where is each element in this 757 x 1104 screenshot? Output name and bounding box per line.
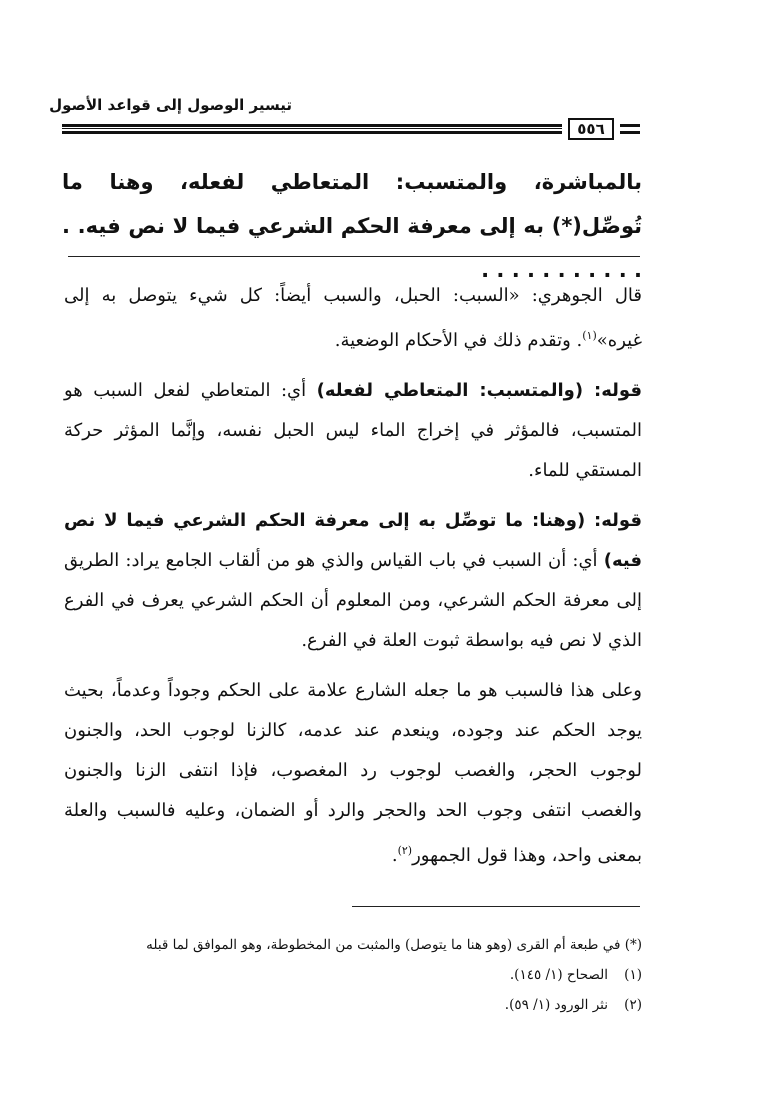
footnotes xyxy=(100,930,642,1020)
p1-text: قال الجوهري: «السبب: الحبل، والسبب أيضاً: كل شيء يتوصل به إلى غيره» xyxy=(64,285,642,351)
footnote-2 xyxy=(100,990,642,1020)
header-rule-stub xyxy=(620,124,640,134)
footnote-1-number: (١) xyxy=(624,967,642,983)
running-title: تيسير الوصول إلى قواعد الأصول xyxy=(49,96,292,114)
p2-lead: قوله: (والمتسبب: المتعاطي لفعله) xyxy=(316,380,642,401)
matn-divider xyxy=(68,256,640,257)
footnote-2-text: نثر الورود (١/ ٥٩). xyxy=(504,997,608,1013)
commentary xyxy=(64,276,642,886)
matn-text: بالمباشرة، والمتسبب: المتعاطي لفعله، وهنا ما تُوصِّل(*) به إلى معرفة الحكم الشرعي فيما لا نص فيه. . . . . . . . . . . . . xyxy=(62,170,642,282)
footnote-rule xyxy=(352,906,640,907)
footnote-ref-1: (١) xyxy=(582,329,597,342)
footnote-1-text: الصحاح (١/ ١٤٥). xyxy=(509,967,608,983)
footnote-star: (*) في طبعة أم القرى (وهو هنا ما يتوصل) والمثبت من المخطوطة، وهو الموافق لما قبله xyxy=(146,937,642,953)
commentary-paragraph-1 xyxy=(64,276,642,361)
commentary-paragraph-2 xyxy=(64,371,642,491)
p4-tail: . xyxy=(391,845,398,866)
p2-body: أي: المتعاطي لفعل السبب هو المتسبب، فالمؤثر في إخراج الماء ليس الحبل نفسه، وإنَّما المؤثر حركة المستقي للماء. xyxy=(64,380,642,481)
footnote-2-number: (٢) xyxy=(624,997,642,1013)
p3-body: أي: أن السبب في باب القياس والذي هو من ألقاب الجامع يراد: الطريق إلى معرفة الحكم الشرعي، ومن المعلوم أن الحكم الشرعي يعرف في الفرع الذي لا نص فيه بواسطة ثبوت العلة في الفرع. xyxy=(64,550,642,651)
footnote-1 xyxy=(100,960,642,990)
p3-lead: قوله: (وهنا: ما توصِّل به إلى معرفة الحكم الشرعي فيما لا نص فيه) xyxy=(64,510,642,571)
page-number: ٥٥٦ xyxy=(568,118,614,140)
p1-tail: . وتقدم ذلك في الأحكام الوضعية. xyxy=(334,330,583,351)
footnote-ref-2: (٢) xyxy=(397,844,413,857)
commentary-paragraph-4 xyxy=(64,671,642,876)
header-rule xyxy=(62,124,562,134)
p4-text: وعلى هذا فالسبب هو ما جعله الشارع علامة على الحكم وجوداً وعدماً، بحيث يوجد الحكم عند وجوده، وينعدم عند عدمه، كالزنا لوجوب الحد، والجنون لوجوب الحجر، والغصب لوجوب رد المغصوب، فإذا انتفى الزنا والجنون والغصب انتفى وجوب الحد والحجر والرد أو الضمان، وعليه فالسبب والعلة بمعنى واحد، وهذا قول الجمهور xyxy=(64,680,642,866)
commentary-paragraph-3 xyxy=(64,501,642,661)
